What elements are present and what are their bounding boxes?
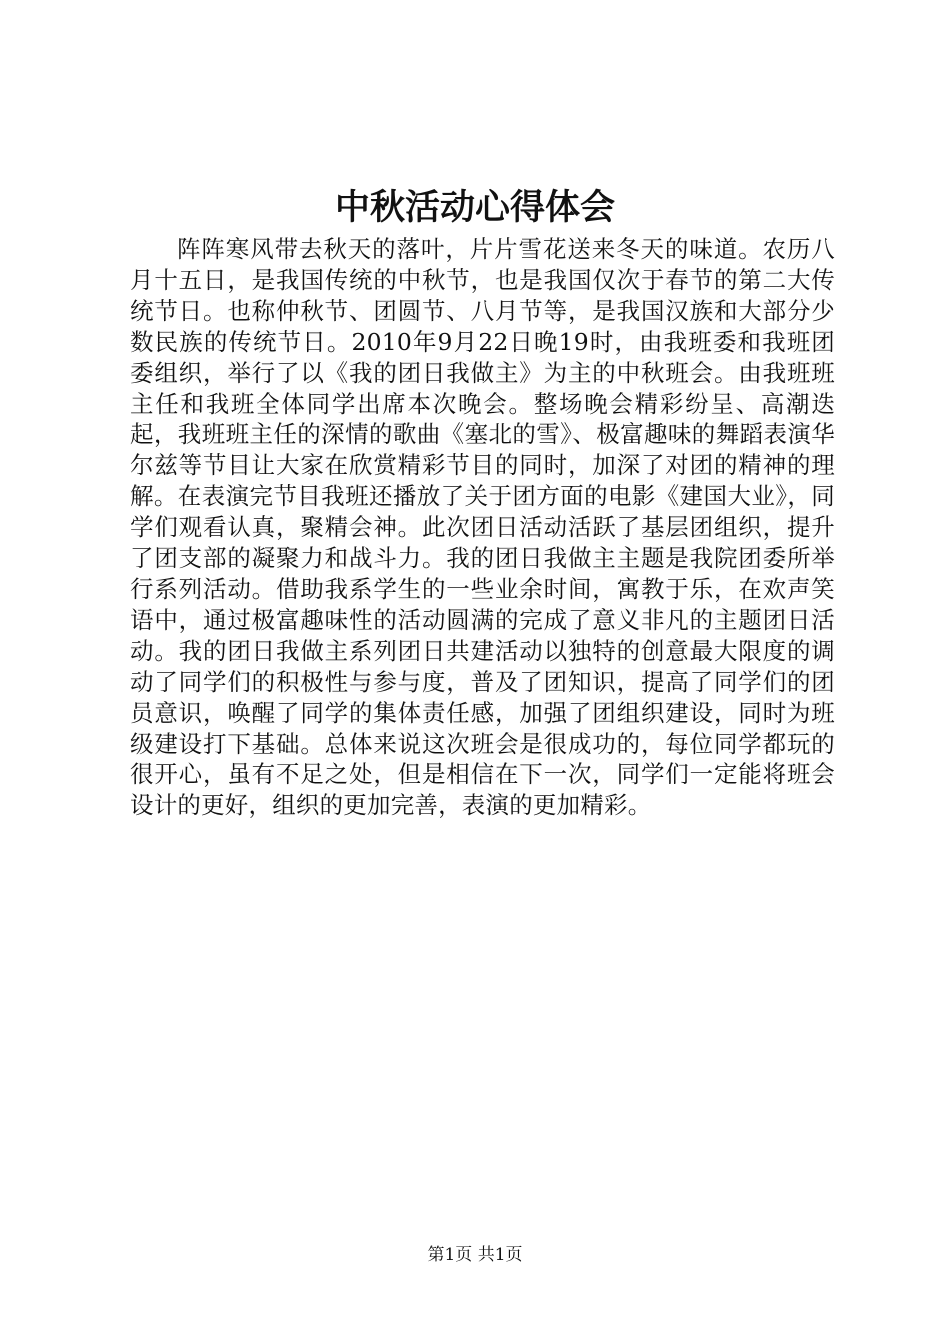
- document-body-paragraph: 阵阵寒风带去秋天的落叶，片片雪花送来冬天的味道。农历八月十五日，是我国传统的中秋节，也是我国仅次于春节的第二大传统节日。也称仲秋节、团圆节、八月节等，是我国汉族和大部分少数民族的传统节日。2010年9月22日晚19时，由我班委和我班团委组织，举行了以《我的团日我做主》为主的中秋班会。由我班班主任和我班全体同学出席本次晚会。整场晚会精彩纷呈、高潮迭起，我班班主任的深情的歌曲《塞北的雪》、极富趣味的舞蹈表演华尔兹等节目让大家在欣赏精彩节目的同时，加深了对团的精神的理解。在表演完节目我班还播放了关于团方面的电影《建国大业》，同学们观看认真，聚精会神。此次团日活动活跃了基层团组织，提升了团支部的凝聚力和战斗力。我的团日我做主主题是我院团委所举行系列活动。借助我系学生的一些业余时间，寓教于乐，在欢声笑语中，通过极富趣味性的活动圆满的完成了意义非凡的主题团日活动。我的团日我做主系列团日共建活动以独特的创意最大限度的调动了同学们的积极性与参与度，普及了团知识，提高了同学们的团员意识，唤醒了同学的集体责任感，加强了团组织建设，同时为班级建设打下基础。总体来说这次班会是很成功的，每位同学都玩的很开心，虽有不足之处，但是相信在下一次，同学们一定能将班会设计的更好，组织的更加完善，表演的更加精彩。: [130, 235, 835, 820]
- document-title: 中秋活动心得体会: [334, 187, 615, 228]
- page-number-footer: 第1页 共1页: [427, 1245, 523, 1265]
